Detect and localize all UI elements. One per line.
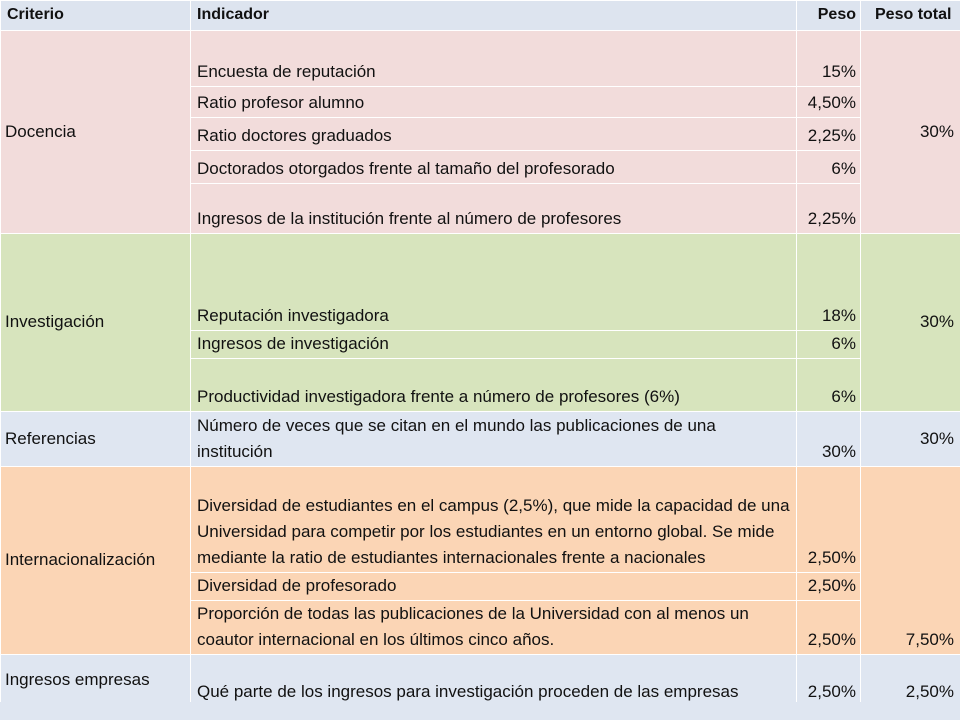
table-row [1,467,960,573]
indicador-cell: Ingresos de la institución frente al número de profesores [191,184,797,234]
peso-cell: 4,50% [797,87,861,118]
indicador-cell: Productividad investigadora frente a número de profesores (6%) [191,359,797,412]
peso-cell: 6% [797,359,861,412]
indicador-cell: Reputación investigadora [191,234,797,331]
indicador-cell: Diversidad de profesorado [191,573,797,601]
table-row [1,234,960,331]
peso-cell: 2,25% [797,118,861,151]
peso-cell: 2,50% [797,573,861,601]
criterio-investigacion: Investigación [1,234,191,412]
header-peso-total: Peso total [861,1,960,31]
indicador-cell: Proporción de todas las publicaciones de la Universidad con al menos un coautor internacional en los últimos cinco años. [191,601,797,655]
indicador-cell: Número de veces que se citan en el mundo las publicaciones de una institución [191,412,797,467]
indicador-cell: Ratio profesor alumno [191,87,797,118]
table-row [1,31,960,87]
criterio-docencia: Docencia [1,31,191,234]
peso-cell: 18% [797,234,861,331]
criterio-referencias: Referencias [1,412,191,467]
peso-cell: 2,50% [797,467,861,573]
indicador-cell: Qué parte de los ingresos para investigación proceden de las empresas [191,655,797,707]
indicador-cell: Diversidad de estudiantes en el campus (2,5%), que mide la capacidad de una Universidad para competir por los estudiantes en un entorno global. Se mide mediante la ratio de estudiantes internacionales frente a nacionales [191,467,797,573]
table-footer-strip [0,702,960,720]
peso-cell: 2,50% [797,601,861,655]
header-indicador: Indicador [191,1,797,31]
criterio-internacionalizacion: Internacionalización [1,467,191,655]
header-peso: Peso [797,1,861,31]
header-criterio: Criterio [1,1,191,31]
indicador-cell: Doctorados otorgados frente al tamaño del profesorado [191,151,797,184]
indicador-cell: Encuesta de reputación [191,31,797,87]
indicador-cell: Ingresos de investigación [191,331,797,359]
table-row [1,655,960,707]
peso-total-internacionalizacion: 7,50% [861,467,960,655]
indicador-cell: Ratio doctores graduados [191,118,797,151]
table-row [1,412,960,467]
peso-total-docencia: 30% [861,31,960,234]
peso-cell: 30% [797,412,861,467]
peso-total-investigacion: 30% [861,234,960,412]
peso-cell: 15% [797,31,861,87]
peso-cell: 6% [797,331,861,359]
criterio-ingresos-empresas: Ingresos empresas [1,655,191,707]
peso-cell: 2,25% [797,184,861,234]
peso-total-ingresos-empresas: 2,50% [861,655,960,707]
peso-cell: 6% [797,151,861,184]
peso-total-referencias: 30% [861,412,960,467]
peso-cell: 2,50% [797,655,861,707]
header-row [1,1,960,31]
